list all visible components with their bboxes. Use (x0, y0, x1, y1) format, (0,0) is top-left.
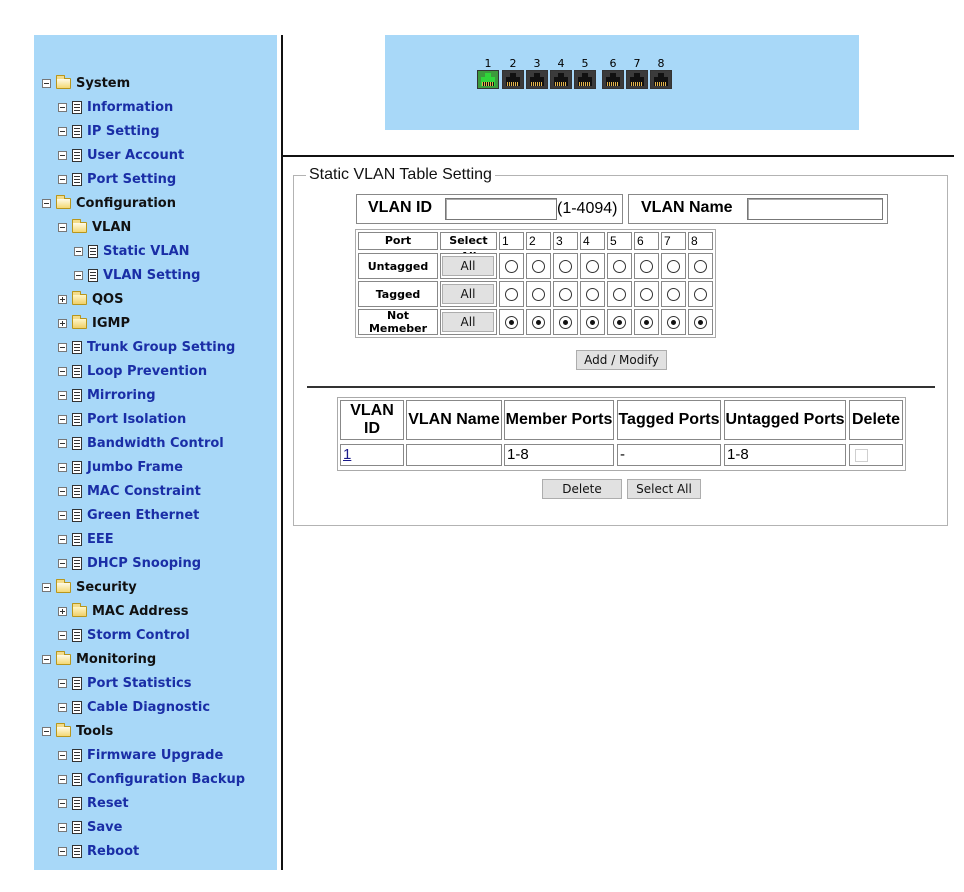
sidebar-item-label: System (76, 75, 131, 91)
page-icon (72, 749, 82, 762)
select-all-untagged-button[interactable]: All (442, 256, 494, 276)
tagged-ports-value: - (620, 446, 625, 463)
port-number-label: 4 (557, 57, 565, 70)
vlan-name-column-header: VLAN Name (406, 400, 502, 440)
collapse-icon[interactable] (58, 103, 67, 112)
sidebar-item-bandwidth-control[interactable] (58, 433, 224, 453)
sidebar-item-label: Security (76, 579, 137, 595)
port-header: Port (358, 232, 438, 250)
port-4[interactable] (550, 57, 572, 89)
port-link-up-icon (477, 70, 499, 89)
sidebar-item-vlan-setting[interactable] (74, 265, 200, 285)
sidebar-item-label: Port Setting (87, 171, 177, 187)
sidebar-item-qos[interactable] (58, 289, 123, 309)
open-folder-icon (56, 654, 71, 665)
page-icon (72, 101, 82, 114)
sidebar-item-label: Bandwidth Control (87, 435, 224, 451)
sidebar-item-green-ethernet[interactable] (58, 505, 199, 525)
port-number-label: 2 (509, 57, 517, 70)
vlan-name-label: VLAN Name (641, 199, 733, 216)
sidebar-item-label: IP Setting (87, 123, 160, 139)
collapse-icon[interactable] (58, 439, 67, 448)
sidebar-item-label: Green Ethernet (87, 507, 200, 523)
sidebar-item-system[interactable] (42, 73, 130, 93)
delete-button[interactable]: Delete (542, 479, 622, 499)
sidebar-item-label: Loop Prevention (87, 363, 208, 379)
page-icon (72, 437, 82, 450)
port-2-untagged-radio[interactable] (532, 260, 545, 273)
sidebar-item-storm-control[interactable] (58, 625, 190, 645)
row-label-not-memeber: Not Memeber (358, 309, 438, 335)
page-icon (72, 821, 82, 834)
vlan-id-label: VLAN ID (368, 199, 432, 216)
member-ports-cell (504, 444, 614, 466)
port-5[interactable] (574, 57, 596, 89)
sidebar-item-label: EEE (87, 531, 114, 547)
port-number-label: 7 (633, 57, 641, 70)
port-6[interactable] (602, 57, 624, 89)
add-modify-button[interactable]: Add / Modify (576, 350, 667, 370)
delete-column-header: Delete (849, 400, 903, 440)
page-icon (72, 389, 82, 402)
sidebar-item-reset[interactable] (58, 793, 129, 813)
sidebar-item-label: Configuration Backup (87, 771, 246, 787)
page-icon (72, 533, 82, 546)
collapse-icon[interactable] (58, 823, 67, 832)
select-all-button[interactable]: Select All (627, 479, 701, 499)
sidebar-item-label: MAC Constraint (87, 483, 201, 499)
navigation-sidebar (34, 35, 277, 870)
folder-icon (72, 294, 87, 305)
port-column-header: 1 (499, 232, 524, 250)
sidebar-item-label: Port Statistics (87, 675, 192, 691)
sidebar-item-cable-diagnostic[interactable] (58, 697, 210, 717)
vlan-id-cell (340, 444, 404, 466)
port-8-not-memeber-radio[interactable] (694, 316, 707, 329)
vlan-id-input[interactable] (445, 198, 557, 220)
collapse-icon[interactable] (42, 79, 51, 88)
sidebar-item-label: Static VLAN (103, 243, 190, 259)
sidebar-item-loop-prevention[interactable] (58, 361, 207, 381)
sidebar-item-mac-constraint[interactable] (58, 481, 201, 501)
collapse-icon[interactable] (58, 751, 67, 760)
collapse-icon[interactable] (58, 559, 67, 568)
sidebar-item-label: Configuration (76, 195, 176, 211)
untagged-ports-column-header: Untagged Ports (724, 400, 846, 440)
sidebar-item-information[interactable] (58, 97, 173, 117)
collapse-icon[interactable] (58, 127, 67, 136)
port-6-untagged-radio[interactable] (640, 260, 653, 273)
port-5-not-memeber-radio[interactable] (613, 316, 626, 329)
folder-icon (72, 606, 87, 617)
sidebar-item-port-statistics[interactable] (58, 673, 191, 693)
folder-icon (72, 318, 87, 329)
sidebar-item-label: Tools (76, 723, 114, 739)
port-5-untagged-radio[interactable] (613, 260, 626, 273)
port-column-header: 5 (607, 232, 632, 250)
tagged-ports-cell (617, 444, 721, 466)
port-column-header: 3 (553, 232, 578, 250)
sidebar-item-label: VLAN (92, 219, 132, 235)
vlan-id-range: (1-4094) (557, 200, 618, 217)
sidebar-item-jumbo-frame[interactable] (58, 457, 183, 477)
port-1-not-memeber-radio[interactable] (505, 316, 518, 329)
port-link-down-icon (626, 70, 648, 89)
collapse-icon[interactable] (58, 679, 67, 688)
tagged-ports-column-header: Tagged Ports (617, 400, 721, 440)
page-icon (72, 509, 82, 522)
page-icon (72, 629, 82, 642)
collapse-icon[interactable] (58, 151, 67, 160)
sidebar-item-label: Information (87, 99, 174, 115)
port-link-down-icon (574, 70, 596, 89)
collapse-icon[interactable] (58, 367, 67, 376)
sidebar-item-label: Storm Control (87, 627, 190, 643)
sidebar-item-label: User Account (87, 147, 185, 163)
section-separator (307, 386, 935, 388)
collapse-icon[interactable] (58, 463, 67, 472)
port-7-untagged-radio[interactable] (667, 260, 680, 273)
sidebar-item-label: MAC Address (92, 603, 189, 619)
page-icon (72, 125, 82, 138)
collapse-icon[interactable] (74, 271, 83, 280)
port-1[interactable] (477, 57, 499, 89)
port-5-tagged-radio[interactable] (613, 288, 626, 301)
port-3-not-memeber-radio[interactable] (559, 316, 572, 329)
sidebar-item-label: IGMP (92, 315, 130, 331)
sidebar-item-mirroring[interactable] (58, 385, 156, 405)
open-folder-icon (56, 582, 71, 593)
page-icon (72, 557, 82, 570)
sidebar-item-configuration[interactable] (42, 193, 176, 213)
sidebar-item-trunk-group-setting[interactable] (58, 337, 235, 357)
page-icon (72, 173, 82, 186)
open-folder-icon (56, 78, 71, 89)
sidebar-item-label: Monitoring (76, 651, 157, 667)
port-number-label: 5 (581, 57, 589, 70)
page-icon (72, 797, 82, 810)
port-8-untagged-radio[interactable] (694, 260, 707, 273)
port-2[interactable] (502, 57, 524, 89)
vertical-divider (281, 35, 283, 870)
sidebar-item-monitoring[interactable] (42, 649, 156, 669)
sidebar-item-eee[interactable] (58, 529, 114, 549)
member-ports-value: 1-8 (507, 446, 529, 463)
collapse-icon[interactable] (58, 487, 67, 496)
collapse-icon[interactable] (58, 535, 67, 544)
sidebar-item-label: VLAN Setting (103, 267, 201, 283)
collapse-icon[interactable] (58, 775, 67, 784)
row-label-untagged: Untagged (358, 253, 438, 279)
open-folder-icon (56, 198, 71, 209)
port-number-label: 8 (657, 57, 665, 70)
port-column-header: 2 (526, 232, 551, 250)
vlan-name-cell (406, 444, 502, 466)
sidebar-item-port-isolation[interactable] (58, 409, 186, 429)
open-folder-icon (56, 726, 71, 737)
select-all-tagged-button[interactable]: All (442, 284, 494, 304)
port-7-not-memeber-radio[interactable] (667, 316, 680, 329)
page-icon (72, 341, 82, 354)
port-4-untagged-radio[interactable] (586, 260, 599, 273)
sidebar-item-label: Trunk Group Setting (87, 339, 236, 355)
member-ports-column-header: Member Ports (504, 400, 614, 440)
collapse-icon[interactable] (58, 631, 67, 640)
port-2-not-memeber-radio[interactable] (532, 316, 545, 329)
page-icon (72, 677, 82, 690)
port-link-down-icon (550, 70, 572, 89)
sidebar-item-vlan[interactable] (58, 217, 131, 237)
sidebar-item-user-account[interactable] (58, 145, 184, 165)
sidebar-item-firmware-upgrade[interactable] (58, 745, 223, 765)
collapse-icon[interactable] (58, 223, 67, 232)
page-icon (72, 461, 82, 474)
untagged-ports-cell (724, 444, 846, 466)
collapse-icon[interactable] (58, 391, 67, 400)
fieldset-legend: Static VLAN Table Setting (306, 165, 495, 185)
collapse-icon[interactable] (58, 847, 67, 856)
page-icon (72, 773, 82, 786)
sidebar-item-label: Reboot (87, 843, 140, 859)
select-all-header: Select (440, 232, 497, 250)
port-link-down-icon (502, 70, 524, 89)
vlan-id-link[interactable]: 1 (343, 446, 352, 463)
port-7-tagged-radio[interactable] (667, 288, 680, 301)
port-8[interactable] (650, 57, 672, 89)
page-icon (88, 245, 98, 258)
port-4-not-memeber-radio[interactable] (586, 316, 599, 329)
sidebar-item-port-setting[interactable] (58, 169, 176, 189)
port-number-label: 3 (533, 57, 541, 70)
sidebar-item-label: Firmware Upgrade (87, 747, 224, 763)
collapse-icon[interactable] (58, 511, 67, 520)
sidebar-item-label: Mirroring (87, 387, 156, 403)
collapse-icon[interactable] (58, 175, 67, 184)
page-icon (72, 413, 82, 426)
expand-icon[interactable] (58, 295, 67, 304)
page-icon (72, 365, 82, 378)
sidebar-item-label: QOS (92, 291, 124, 307)
port-6-not-memeber-radio[interactable] (640, 316, 653, 329)
horizontal-divider (283, 155, 954, 157)
port-link-down-icon (650, 70, 672, 89)
sidebar-item-label: Save (87, 819, 123, 835)
untagged-ports-value: 1-8 (727, 446, 749, 463)
collapse-icon[interactable] (42, 727, 51, 736)
vlan-name-input[interactable] (747, 198, 883, 220)
collapse-icon[interactable] (74, 247, 83, 256)
port-7[interactable] (626, 57, 648, 89)
collapse-icon[interactable] (58, 703, 67, 712)
collapse-icon[interactable] (42, 199, 51, 208)
collapse-icon[interactable] (58, 415, 67, 424)
sidebar-item-mac-address[interactable] (58, 601, 188, 621)
port-column-header: 8 (688, 232, 713, 250)
sidebar-item-tools[interactable] (42, 721, 113, 741)
select-all-not-memeber-button[interactable]: All (442, 312, 494, 332)
collapse-icon[interactable] (42, 583, 51, 592)
sidebar-item-label: Port Isolation (87, 411, 187, 427)
sidebar-item-security[interactable] (42, 577, 137, 597)
port-6-tagged-radio[interactable] (640, 288, 653, 301)
port-2-tagged-radio[interactable] (532, 288, 545, 301)
collapse-icon[interactable] (58, 343, 67, 352)
collapse-icon[interactable] (58, 799, 67, 808)
port-3-tagged-radio[interactable] (559, 288, 572, 301)
port-column-header: 6 (634, 232, 659, 250)
expand-icon[interactable] (58, 607, 67, 616)
expand-icon[interactable] (58, 319, 67, 328)
port-column-header: 7 (661, 232, 686, 250)
port-number-label: 6 (609, 57, 617, 70)
sidebar-item-label: Cable Diagnostic (87, 699, 211, 715)
row-label-tagged: Tagged (358, 281, 438, 307)
collapse-icon[interactable] (42, 655, 51, 664)
port-column-header: 4 (580, 232, 605, 250)
port-number-label: 1 (484, 57, 492, 70)
page-icon (72, 485, 82, 498)
sidebar-item-configuration-backup[interactable] (58, 769, 245, 789)
sidebar-item-dhcp-snooping[interactable] (58, 553, 201, 573)
open-folder-icon (72, 222, 87, 233)
page-icon (72, 845, 82, 858)
port-3-untagged-radio[interactable] (559, 260, 572, 273)
delete-vlan-checkbox[interactable] (855, 449, 868, 462)
port-8-tagged-radio[interactable] (694, 288, 707, 301)
sidebar-item-ip-setting[interactable] (58, 121, 160, 141)
port-1-untagged-radio[interactable] (505, 260, 518, 273)
page-icon (72, 701, 82, 714)
port-link-down-icon (602, 70, 624, 89)
sidebar-item-label: Reset (87, 795, 129, 811)
port-4-tagged-radio[interactable] (586, 288, 599, 301)
page-icon (72, 149, 82, 162)
port-3[interactable] (526, 57, 548, 89)
port-link-down-icon (526, 70, 548, 89)
port-1-tagged-radio[interactable] (505, 288, 518, 301)
page-icon (88, 269, 98, 282)
sidebar-item-igmp[interactable] (58, 313, 130, 333)
port-status-panel (385, 35, 859, 130)
sidebar-item-reboot[interactable] (58, 841, 139, 861)
sidebar-item-label: DHCP Snooping (87, 555, 202, 571)
sidebar-item-static-vlan[interactable] (74, 241, 190, 261)
sidebar-item-save[interactable] (58, 817, 122, 837)
sidebar-item-label: Jumbo Frame (87, 459, 183, 475)
vlan-id-column-header: VLAN ID (340, 400, 404, 440)
